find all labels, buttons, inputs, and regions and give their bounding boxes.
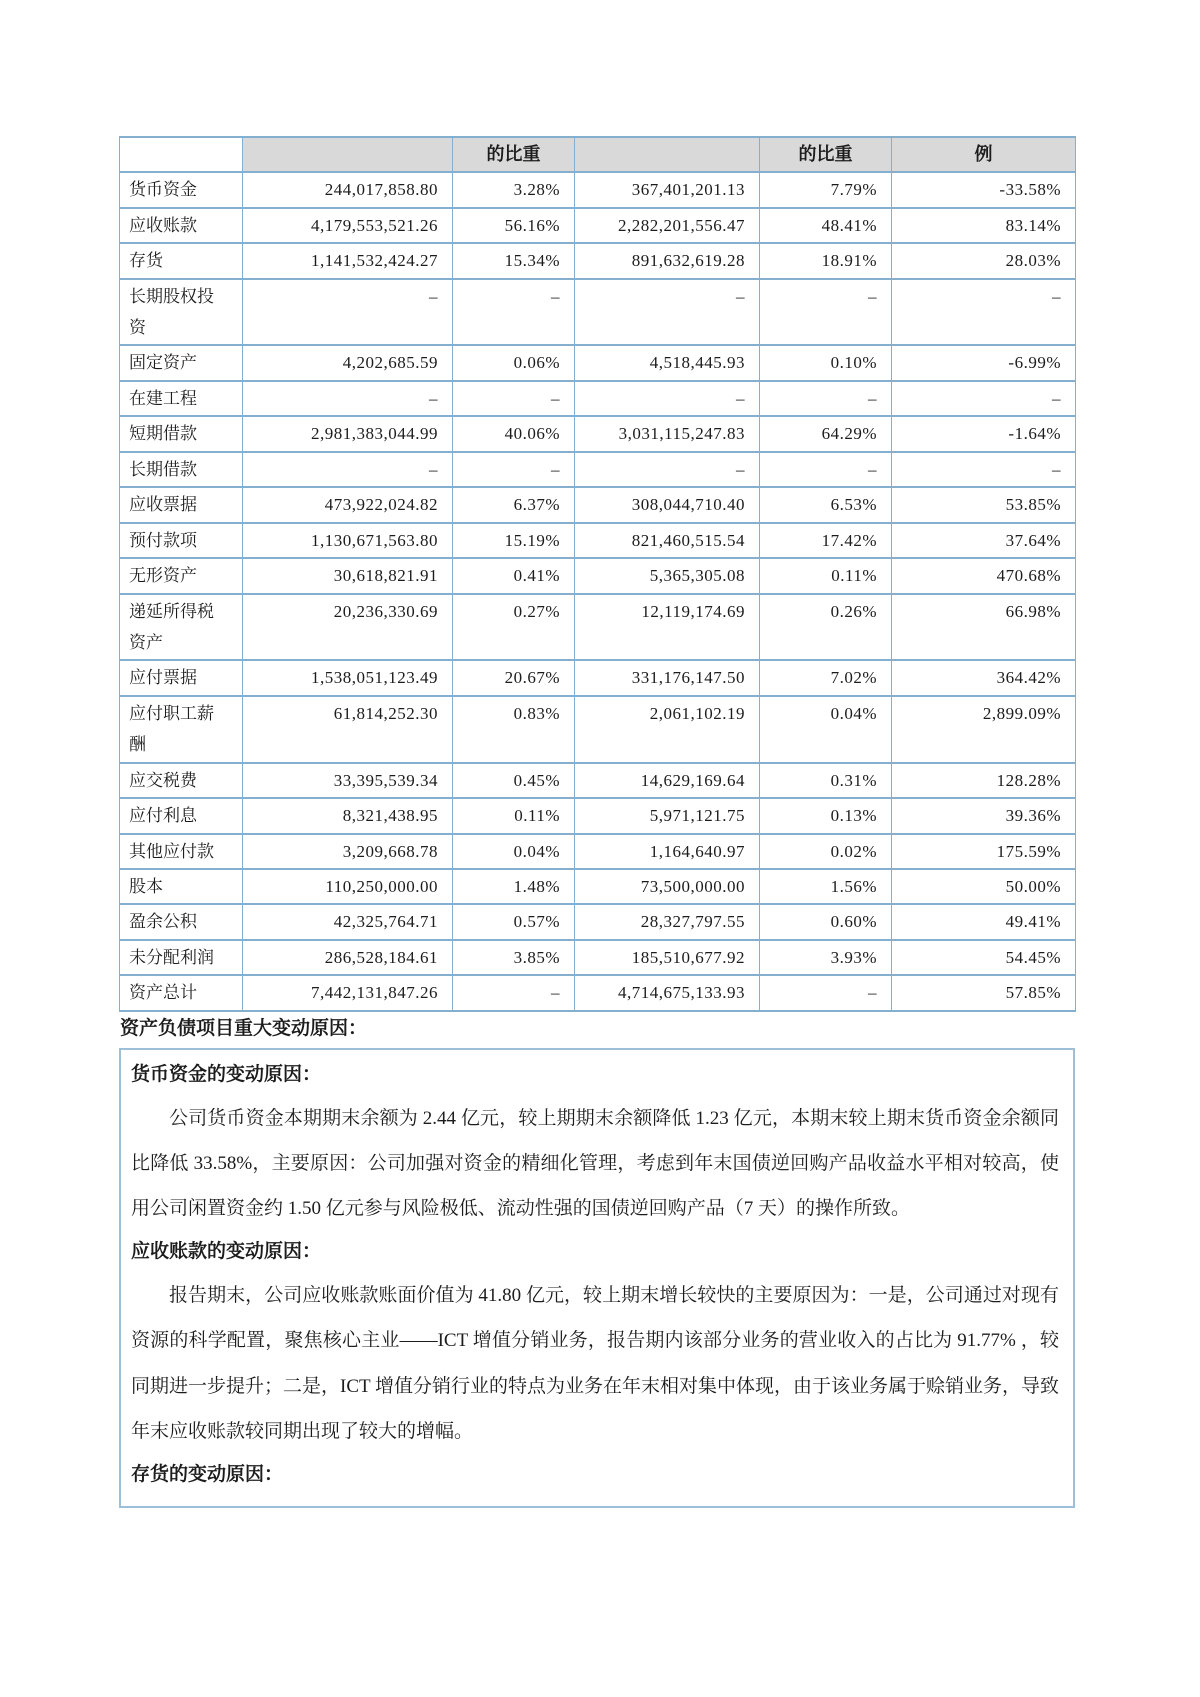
item-name-cell: 货币资金 xyxy=(120,172,243,207)
item-name-cell: 固定资产 xyxy=(120,345,243,380)
value-cell: 73,500,000.00 xyxy=(575,869,760,904)
value-cell: – xyxy=(575,279,760,346)
value-cell: 175.59% xyxy=(892,834,1076,869)
header-pct-current-cell: 的比重 xyxy=(453,137,575,172)
item-name-cell: 股本 xyxy=(120,869,243,904)
value-cell: 53.85% xyxy=(892,487,1076,522)
value-cell: -1.64% xyxy=(892,416,1076,451)
value-cell: – xyxy=(243,381,453,416)
item-name-cell: 应交税费 xyxy=(120,763,243,798)
table-row xyxy=(120,558,1076,593)
item-name-cell: 其他应付款 xyxy=(120,834,243,869)
item-name-cell: 应付利息 xyxy=(120,798,243,833)
value-cell: 5,365,305.08 xyxy=(575,558,760,593)
value-cell: 61,814,252.30 xyxy=(243,696,453,763)
value-cell: 4,518,445.93 xyxy=(575,345,760,380)
table-row xyxy=(120,940,1076,975)
value-cell: 1,538,051,123.49 xyxy=(243,660,453,695)
table-row xyxy=(120,660,1076,695)
header-change-ratio-cell: 例 xyxy=(892,137,1076,172)
item-name-cell: 在建工程 xyxy=(120,381,243,416)
value-cell: 6.53% xyxy=(760,487,892,522)
value-cell: 0.26% xyxy=(760,594,892,661)
value-cell: 1,164,640.97 xyxy=(575,834,760,869)
value-cell: 28,327,797.55 xyxy=(575,904,760,939)
value-cell: 470.68% xyxy=(892,558,1076,593)
value-cell: 1,141,532,424.27 xyxy=(243,243,453,278)
value-cell: – xyxy=(892,381,1076,416)
header-pct-prior-cell: 的比重 xyxy=(760,137,892,172)
table-row xyxy=(120,208,1076,243)
value-cell: 286,528,184.61 xyxy=(243,940,453,975)
value-cell: 1.48% xyxy=(453,869,575,904)
section-title: 资产负债项目重大变动原因： xyxy=(120,1018,368,1039)
value-cell: 0.31% xyxy=(760,763,892,798)
table-row xyxy=(120,487,1076,522)
reason-heading: 存货的变动原因： xyxy=(131,1464,284,1486)
table-row xyxy=(120,416,1076,451)
value-cell: 0.11% xyxy=(453,798,575,833)
value-cell: 473,922,024.82 xyxy=(243,487,453,522)
item-name-cell: 应收账款 xyxy=(120,208,243,243)
item-name-cell: 资产总计 xyxy=(120,975,243,1010)
value-cell: – xyxy=(760,381,892,416)
table-row xyxy=(120,869,1076,904)
table-row xyxy=(120,243,1076,278)
value-cell: 15.34% xyxy=(453,243,575,278)
reason-heading: 应收账款的变动原因： xyxy=(131,1241,322,1263)
value-cell: 64.29% xyxy=(760,416,892,451)
value-cell: -33.58% xyxy=(892,172,1076,207)
value-cell: 0.06% xyxy=(453,345,575,380)
item-name-cell: 应付职工薪酬 xyxy=(120,696,243,763)
value-cell: – xyxy=(575,381,760,416)
value-cell: – xyxy=(760,452,892,487)
value-cell: – xyxy=(760,279,892,346)
value-cell: 14,629,169.64 xyxy=(575,763,760,798)
value-cell: 244,017,858.80 xyxy=(243,172,453,207)
value-cell: 4,202,685.59 xyxy=(243,345,453,380)
value-cell: 4,179,553,521.26 xyxy=(243,208,453,243)
item-name-cell: 应收票据 xyxy=(120,487,243,522)
value-cell: – xyxy=(892,279,1076,346)
value-cell: 33,395,539.34 xyxy=(243,763,453,798)
value-cell: 2,899.09% xyxy=(892,696,1076,763)
table-row xyxy=(120,975,1076,1010)
value-cell: – xyxy=(760,975,892,1010)
value-cell: 39.36% xyxy=(892,798,1076,833)
table-row xyxy=(120,172,1076,207)
value-cell: 37.64% xyxy=(892,523,1076,558)
table-row xyxy=(120,594,1076,661)
table-row xyxy=(120,798,1076,833)
table-row xyxy=(120,381,1076,416)
item-name-cell: 应付票据 xyxy=(120,660,243,695)
table-header xyxy=(120,137,1076,172)
value-cell: – xyxy=(453,452,575,487)
value-cell: 17.42% xyxy=(760,523,892,558)
value-cell: 3,209,668.78 xyxy=(243,834,453,869)
table-row xyxy=(120,904,1076,939)
value-cell: 40.06% xyxy=(453,416,575,451)
table-row xyxy=(120,834,1076,869)
value-cell: 2,061,102.19 xyxy=(575,696,760,763)
table-row xyxy=(120,279,1076,346)
table-row xyxy=(120,763,1076,798)
value-cell: – xyxy=(453,279,575,346)
value-cell: 28.03% xyxy=(892,243,1076,278)
table-row xyxy=(120,696,1076,763)
value-cell: 8,321,438.95 xyxy=(243,798,453,833)
value-cell: 4,714,675,133.93 xyxy=(575,975,760,1010)
value-cell: 18.91% xyxy=(760,243,892,278)
value-cell: 1.56% xyxy=(760,869,892,904)
value-cell: 20,236,330.69 xyxy=(243,594,453,661)
value-cell: 83.14% xyxy=(892,208,1076,243)
value-cell: 0.10% xyxy=(760,345,892,380)
value-cell: 0.83% xyxy=(453,696,575,763)
value-cell: 364.42% xyxy=(892,660,1076,695)
table-header-row xyxy=(120,137,1076,172)
item-name-cell: 长期股权投资 xyxy=(120,279,243,346)
value-cell: 7.02% xyxy=(760,660,892,695)
value-cell: 2,282,201,556.47 xyxy=(575,208,760,243)
header-item-cell xyxy=(120,137,243,172)
value-cell: – xyxy=(453,975,575,1010)
value-cell: 0.41% xyxy=(453,558,575,593)
value-cell: 0.04% xyxy=(760,696,892,763)
value-cell: – xyxy=(243,452,453,487)
item-name-cell: 盈余公积 xyxy=(120,904,243,939)
value-cell: 1,130,671,563.80 xyxy=(243,523,453,558)
item-name-cell: 长期借款 xyxy=(120,452,243,487)
value-cell: 0.60% xyxy=(760,904,892,939)
item-name-cell: 预付款项 xyxy=(120,523,243,558)
value-cell: 185,510,677.92 xyxy=(575,940,760,975)
value-cell: 6.37% xyxy=(453,487,575,522)
item-name-cell: 未分配利润 xyxy=(120,940,243,975)
value-cell: 7.79% xyxy=(760,172,892,207)
value-cell: – xyxy=(575,452,760,487)
value-cell: 308,044,710.40 xyxy=(575,487,760,522)
value-cell: 0.11% xyxy=(760,558,892,593)
value-cell: 30,618,821.91 xyxy=(243,558,453,593)
value-cell: 7,442,131,847.26 xyxy=(243,975,453,1010)
value-cell: 331,176,147.50 xyxy=(575,660,760,695)
value-cell: 3,031,115,247.83 xyxy=(575,416,760,451)
table-row xyxy=(120,523,1076,558)
value-cell: – xyxy=(892,452,1076,487)
value-cell: 3.28% xyxy=(453,172,575,207)
value-cell: 12,119,174.69 xyxy=(575,594,760,661)
value-cell: -6.99% xyxy=(892,345,1076,380)
item-name-cell: 无形资产 xyxy=(120,558,243,593)
table-row xyxy=(120,452,1076,487)
table-row xyxy=(120,345,1076,380)
value-cell: 3.85% xyxy=(453,940,575,975)
header-amount-current-cell xyxy=(243,137,453,172)
value-cell: 0.45% xyxy=(453,763,575,798)
value-cell: 5,971,121.75 xyxy=(575,798,760,833)
value-cell: 15.19% xyxy=(453,523,575,558)
value-cell: 110,250,000.00 xyxy=(243,869,453,904)
value-cell: 891,632,619.28 xyxy=(575,243,760,278)
item-name-cell: 存货 xyxy=(120,243,243,278)
header-amount-prior-cell xyxy=(575,137,760,172)
value-cell: – xyxy=(243,279,453,346)
value-cell: 42,325,764.71 xyxy=(243,904,453,939)
value-cell: 128.28% xyxy=(892,763,1076,798)
reason-paragraph: 报告期末，公司应收账款账面价值为 41.80 亿元，较上期末增长较快的主要原因为：一是，公司通过对现有资源的科学配置，聚焦核心主业——ICT 增值分销业务，报告期内该部分业务的营业收入的占比为 91.77% ，较同期进一步提升；二是，ICT 增值分销行业的特点为业务在年末相对集中体现，由于该业务属于赊销业务，导致年末应收账款较同期出现了较大的增幅。 xyxy=(131,1285,1060,1442)
value-cell: 20.67% xyxy=(453,660,575,695)
reason-paragraph: 公司货币资金本期期末余额为 2.44 亿元，较上期期末余额降低 1.23 亿元，本期末较上期末货币资金余额同比降低 33.58%，主要原因：公司加强对资金的精细化管理，考虑到年末国债逆回购产品收益水平相对较高，使用公司闲置资金约 1.50 亿元参与风险极低、流动性强的国债逆回购产品（7 天）的操作所致。 xyxy=(131,1107,1059,1220)
value-cell: 0.04% xyxy=(453,834,575,869)
value-cell: 3.93% xyxy=(760,940,892,975)
table-body xyxy=(120,172,1076,1011)
value-cell: 57.85% xyxy=(892,975,1076,1010)
value-cell: 821,460,515.54 xyxy=(575,523,760,558)
change-reasons-box xyxy=(119,1048,1075,1508)
value-cell: 2,981,383,044.99 xyxy=(243,416,453,451)
value-cell: 0.13% xyxy=(760,798,892,833)
value-cell: 66.98% xyxy=(892,594,1076,661)
value-cell: 0.27% xyxy=(453,594,575,661)
value-cell: 367,401,201.13 xyxy=(575,172,760,207)
balance-sheet-items-table xyxy=(119,136,1076,1012)
value-cell: 54.45% xyxy=(892,940,1076,975)
reason-heading: 货币资金的变动原因： xyxy=(131,1064,322,1085)
item-name-cell: 递延所得税资产 xyxy=(120,594,243,661)
value-cell: 0.02% xyxy=(760,834,892,869)
value-cell: 0.57% xyxy=(453,904,575,939)
value-cell: 50.00% xyxy=(892,869,1076,904)
value-cell: 56.16% xyxy=(453,208,575,243)
item-name-cell: 短期借款 xyxy=(120,416,243,451)
value-cell: 48.41% xyxy=(760,208,892,243)
value-cell: 49.41% xyxy=(892,904,1076,939)
value-cell: – xyxy=(453,381,575,416)
